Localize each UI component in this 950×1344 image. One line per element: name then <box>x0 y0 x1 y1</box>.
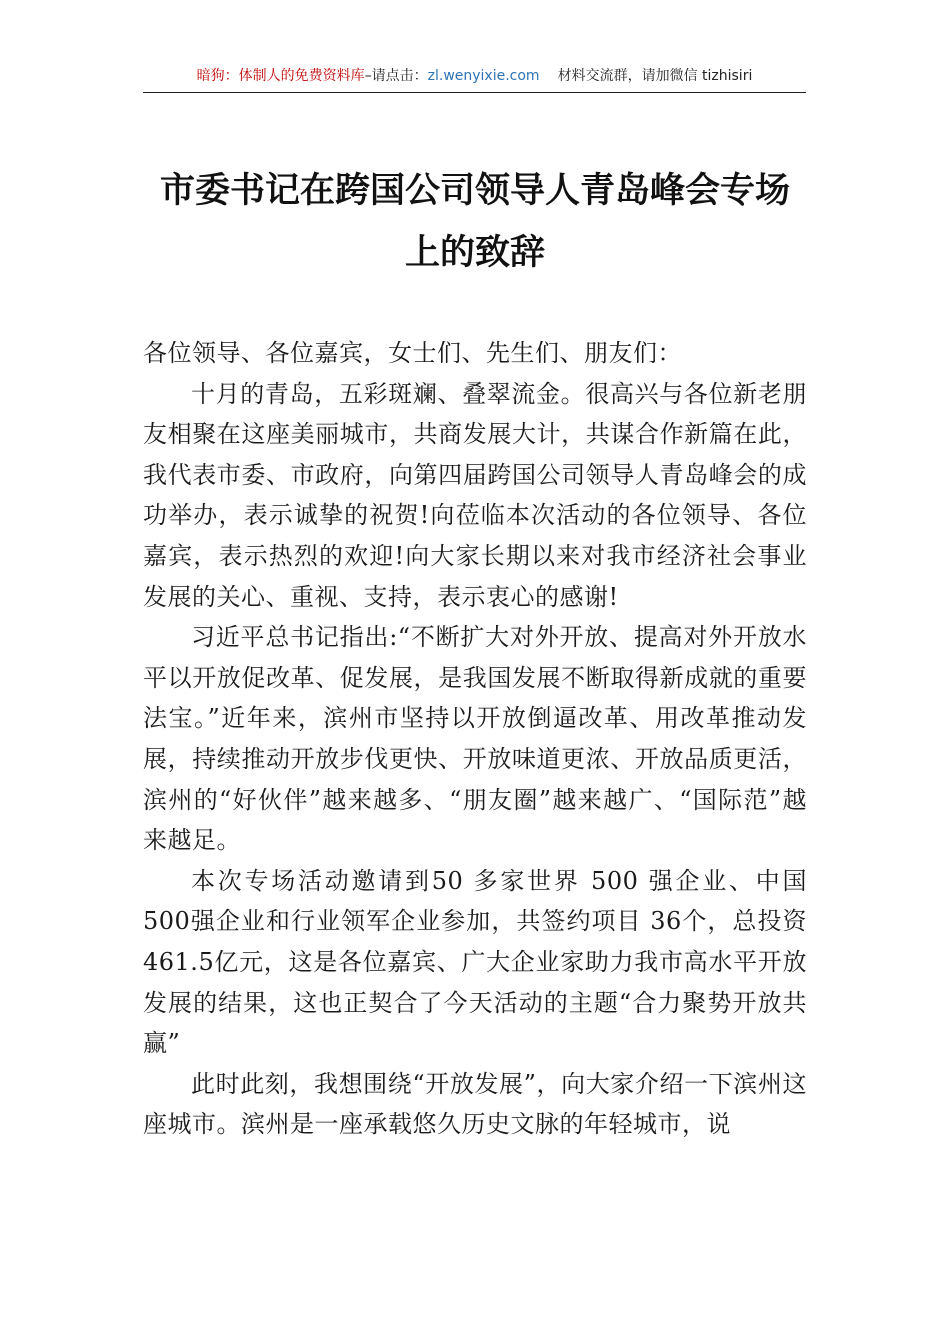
title-line-1: 市委书记在跨国公司领导人青岛峰会专场 <box>159 170 790 211</box>
header-contact: 材料交流群，请加微信 tizhisiri <box>557 68 753 84</box>
document-title <box>120 160 830 284</box>
salutation: 各位领导、各位嘉宾，女士们、先生们、朋友们： <box>143 339 682 367</box>
paragraph: 十月的青岛，五彩斑斓、叠翠流金。很高兴与各位新老朋友相聚在这座美丽城市，共商发展大计，共谋合作新篇在此，我代表市委、市政府，向第四届跨国公司领导人青岛峰会的成功举办，表示诚挚的祝贺!向莅临本次活动的各位领导、各位嘉宾，表示热烈的欢迎!向大家长期以来对我市经济社会事业发展的关心、重视、支持，表示衷心的感谢! <box>143 379 807 611</box>
title-line-2: 上的致辞 <box>404 232 545 273</box>
header-click-prompt: –请点击： <box>364 68 428 84</box>
paragraph: 习近平总书记指出:“不断扩大对外开放、提高对外开放水平以开放促改革、促发展，是我国发展不断取得新成就的重要法宝。”近年来，滨州市坚持以开放倒逼改革、用改革推动发展，持续推动开放步伐更快、开放味道更浓、开放品质更活，滨州的“好伙伴”越来越多、“朋友圈”越来越广、“国际范”越来越足。 <box>143 623 807 855</box>
document-body <box>143 333 807 1145</box>
header-brand: 暗狗：体制人的免费资料库 <box>196 68 365 84</box>
paragraph: 本次专场活动邀请到50 多家世界 500 强企业、中国500强企业和行业领军企业参加，共签约项目 36个，总投资 461.5亿元，这是各位嘉宾、广大企业家助力我市高水平开放发展的结果，这也正契合了今天活动的主题“合力聚势开放共赢” <box>143 866 807 1058</box>
paragraph: 此时此刻，我想围绕“开放发展”，向大家介绍一下滨州这座城市。滨州是一座承载悠久历史文脉的年轻城市，说 <box>143 1069 807 1139</box>
page-header <box>143 60 806 93</box>
header-link[interactable]: zl.wenyixie.com <box>427 68 540 84</box>
